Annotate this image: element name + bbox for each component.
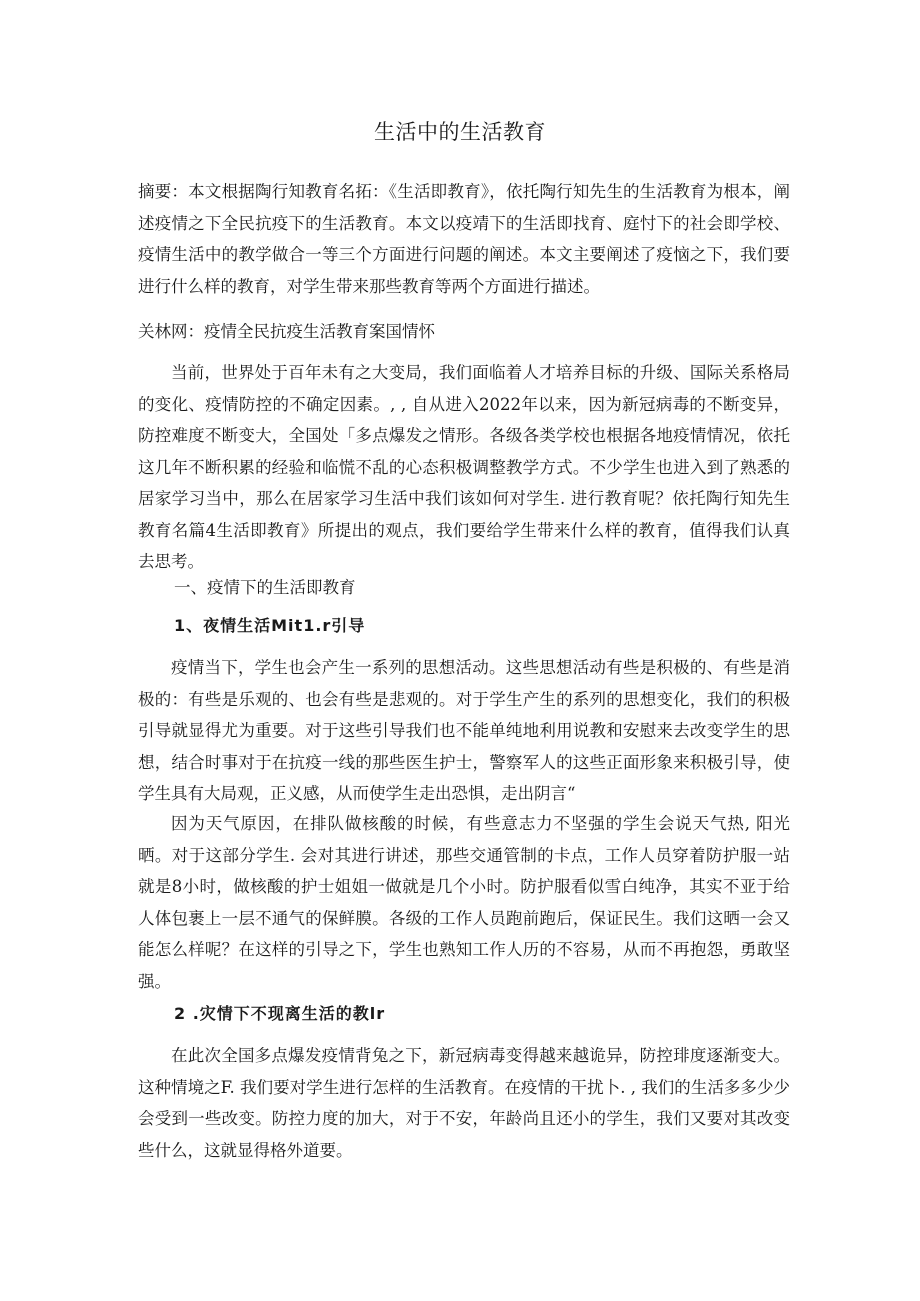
abstract-paragraph: 摘要：本文根据陶行知教育名拓：《生活即教育》，依托陶行知先生的生活教育为根本，阐述疫情之下全民抗疫下的生活教育。本文以疫靖下的生活即找育、庭忖下的社会即学校、疫情生活中的教学做合一等三个方面进行问题的阐述。本文主要阐述了疫恼之下，我们要进行什么样的教育，对学生带来那些教育等两个方面进行描述。	[138, 182, 790, 296]
page-title: 生活中的生活教育	[374, 120, 546, 144]
body-paragraph-3: 因为天气原因，在排队做核酸的时候，有些意志力不坚强的学生会说天气热, 阳光晒。对于这部分学生. 会对其进行讲述，那些交通管制的卡点，工作人员穿着防护服一站就是8小时，做核酸的护士姐姐一做就是几个小时。防护服看似雪白纯净，其实不亚于给人体包裹上一层不通气的保鲜膜。各级的工作人员跑前跑后，保证民生。我们这晒一会又能怎么样呢？在这样的引导之下，学生也熟知工作人历的不容易，从而不再抱怨，勇敢坚强。	[138, 814, 790, 991]
subsection-heading-2: 2 .灾情下不现离生活的教lr	[174, 1004, 386, 1023]
body-paragraph-1: 当前，世界处于百年未有之大变局，我们面临着人才培养目标的升级、国际关系格局的变化、疫情防控的不确定因素。, , 自从进入2022年以来，因为新冠病毒的不断变异，防控难度不断变大，全国处「多点爆发之情形。各级各类学校也根据各地疫情情况，依托这几年不断积累的经验和临慌不乱的心态积极调整教学方式。不少学生也进入到了熟悉的居家学习当中，那么在居家学习生活中我们该如何对学生. 进行教育呢？依托陶行知先生教育名篇4生活即教育》所提出的观点，我们要给学生带来什么样的教育，值得我们认真去思考。	[138, 363, 790, 571]
section-heading-1: 一、疫情下的生活即教育	[174, 578, 356, 597]
body-paragraph-2: 疫情当下，学生也会产生一系列的思想活动。这些思想活动有些是积极的、有些是消极的：有些是乐观的、也会有些是悲观的。对于学生产生的系列的思想变化，我们的积极引导就显得尤为重要。对于这些引导我们也不能单纯地利用说教和安慰来去改变学生的思想，结合时事对于在抗疫一线的那些医生护士，警察军人的这些正面形象来积极引导，使学生具有大局观，正义感，从而使学生走出恐惧，走出阴言“	[138, 658, 790, 803]
subsection-heading-1: 1、夜情生活Mit1.r引导	[174, 616, 366, 635]
body-paragraph-4: 在此次全国多点爆发疫情背兔之下，新冠病毒变得越来越诡异，防控琲度逐渐变大。这种情境之F. 我们要对学生进行怎样的生活教育。在疫情的干扰卜. , 我们的生活多多少少会受到一些改变。防控力度的加大，对于不安，年龄尚且还小的学生，我们又要对其改变些什么，这就显得格外道要。	[138, 1046, 790, 1160]
keywords-line: 关林网：疫情全民抗疫生活教育案国情怀	[138, 322, 435, 341]
